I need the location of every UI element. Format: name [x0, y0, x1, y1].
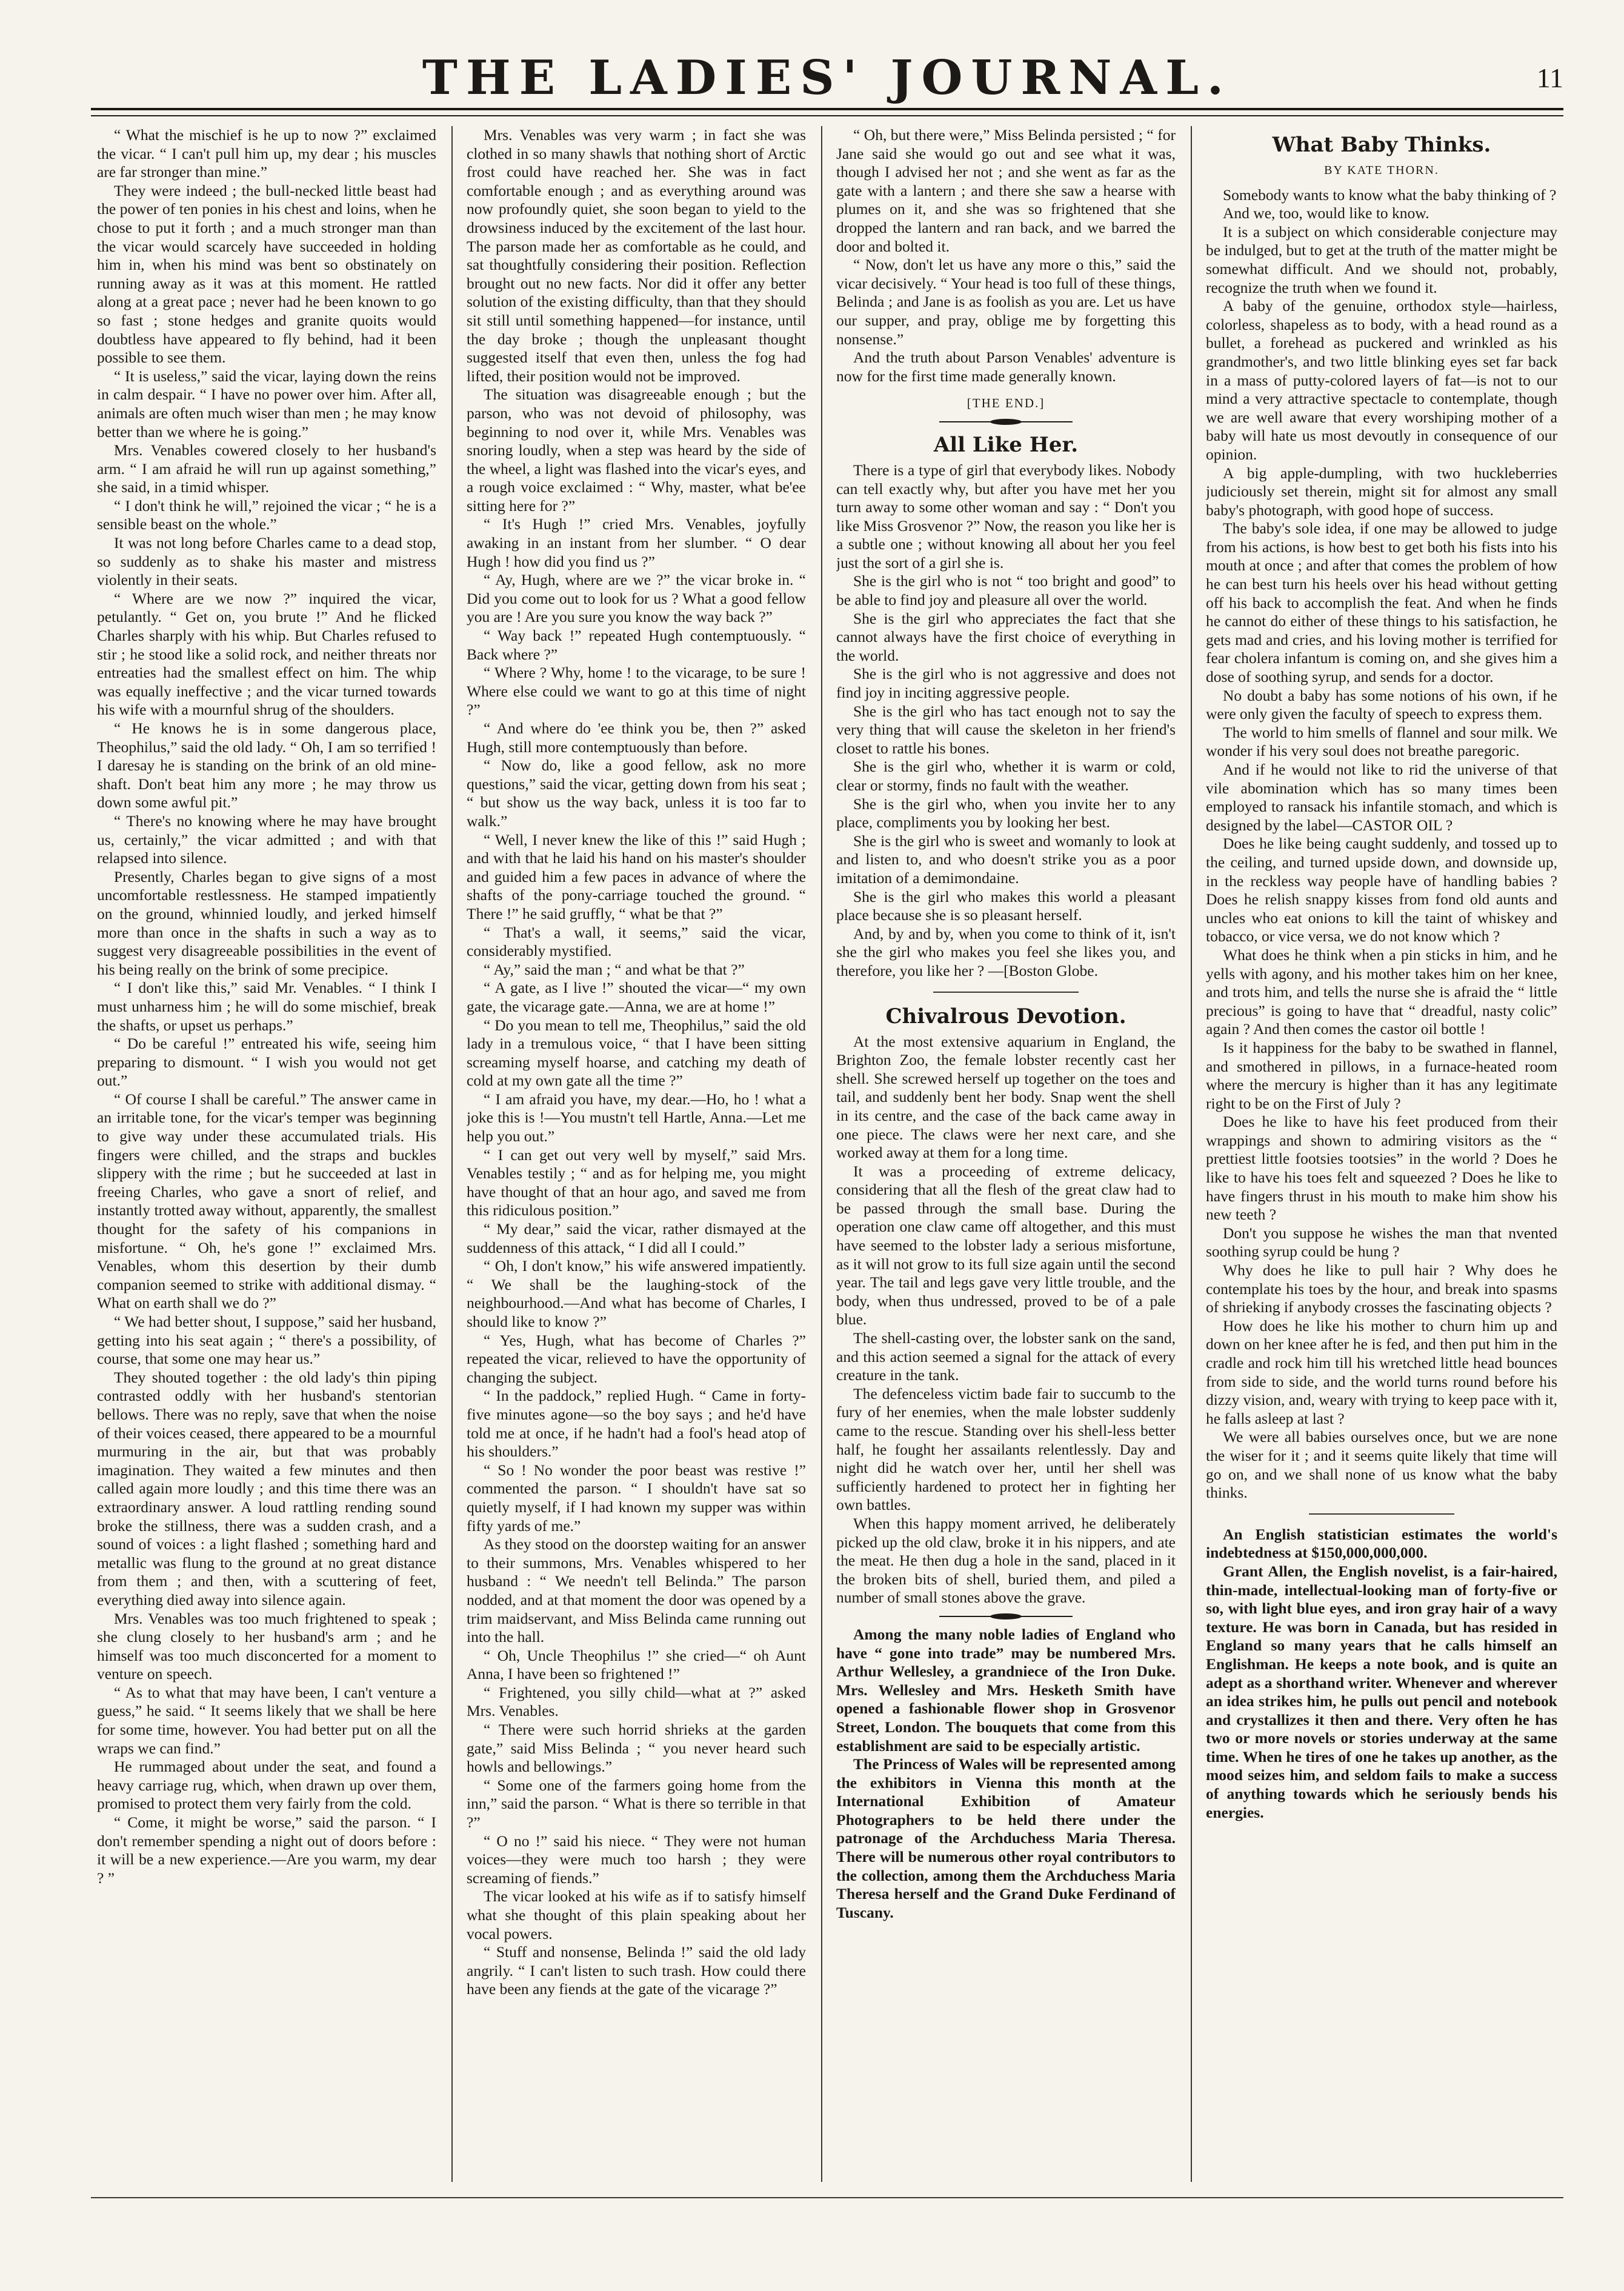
article-paragraph: She is the girl who is not aggressive and does not find joy in inciting aggressive people.: [836, 665, 1176, 702]
column-4: [1206, 126, 1557, 2194]
column-divider: [451, 126, 453, 2182]
story-paragraph: “ He knows he is in some dangerous place, Theophilus,” said the old lady. “ Oh, I am so terrified ! I daresay he is standing on the brink of an old mine-shaft. Don't beat him any more ; he may throw us down some awful pit.”: [97, 719, 436, 812]
column-1: [97, 126, 436, 2194]
story-paragraph: They were indeed ; the bull-necked little beast had the power of ten ponies in his chest and loins, when he chose to put it forth ; and a much stronger man than the vicar would scarcely have succeeded in holding him in, when his mind was bent so obstinately on running away as it was at this moment. He rattled along at a great pace ; never had he been known to go so fast ; stone hedges and granite quoits would doubtless have appeared to fly behind, had it been possible to see them.: [97, 181, 436, 367]
story-paragraph: “ I am afraid you have, my dear.—Ho, ho ! what a joke this is !—You mustn't tell Hartle, Anna.—Let me help you out.”: [467, 1090, 806, 1146]
bottom-rule: [91, 2197, 1563, 2198]
story-paragraph: “ What the mischief is he up to now ?” exclaimed the vicar. “ I can't pull him up, my dear ; his muscles are far stronger than mine.”: [97, 126, 436, 181]
story-conclusion: [836, 126, 1176, 385]
article-paragraph: She is the girl who, whether it is warm or cold, clear or stormy, finds no fault with the weather.: [836, 758, 1176, 794]
article-paragraph: Why does he like to pull hair ? Why does he contemplate his toes by the hour, and break into spasms of shrieking if anybody crosses the fascinating objects ?: [1206, 1261, 1557, 1316]
page-number: 11: [1536, 62, 1563, 93]
article-paragraph: The world to him smells of flannel and sour milk. We wonder if his very soul does not breathe paregoric.: [1206, 723, 1557, 760]
article-all-like-her: [836, 461, 1176, 981]
article-paragraph: It was a proceeding of extreme delicacy, considering that all the flesh of the great claw had to be passed through the small base. During the operation one claw came off altogether, and this must have seemed to the lobster lady a serious misfortune, as it will not grow to its full size again until the second year. The tail and legs gave very little trouble, and the body, when thus undressed, proved to be of a pale blue.: [836, 1162, 1176, 1329]
article-paragraph: She is the girl who, when you invite her to any place, compliments you by looking her best.: [836, 795, 1176, 832]
article-paragraph: We were all babies ourselves once, but we are none the wiser for it ; and it seems quite likely that time will go on, and we shall none of us know what the baby thinks.: [1206, 1428, 1557, 1502]
byline: BY KATE THORN.: [1324, 164, 1439, 177]
story-paragraph: Mrs. Venables was too much frightened to speak ; she clung closely to her husband's arm ; and he himself was too much disconcerted for a moment to venture on speech.: [97, 1609, 436, 1683]
article-paragraph: Is it happiness for the baby to be swathed in flannel, and smothered in pillows, in a furnace-heated room where the mercury is higher than it has any legitimate right to be on the First of July ?: [1206, 1038, 1557, 1112]
story-paragraph: “ Do be careful !” entreated his wife, seeing him preparing to dismount. “ I wish you would not get out.”: [97, 1035, 436, 1090]
story-paragraph: “ O no !” said his niece. “ They were not human voices—they were much too harsh ; they were screaming of fiends.”: [467, 1832, 806, 1887]
story-paragraph: “ It's Hugh !” cried Mrs. Venables, joyfully awaking in an instant from her slumber. “ O dear Hugh ! how did you find us ?”: [467, 515, 806, 570]
story-paragraph: Mrs. Venables cowered closely to her husband's arm. “ I am afraid he will run up against something,” she said, in a timid whisper.: [97, 441, 436, 496]
article-title-what-baby-thinks: What Baby Thinks.: [1272, 133, 1491, 157]
article-paragraph: She is the girl who appreciates the fact that she cannot always have the first choice of everything in the world.: [836, 609, 1176, 664]
article-paragraph: The shell-casting over, the lobster sank on the sand, and this action seemed a signal for the attack of every creature in the tank.: [836, 1329, 1176, 1384]
story-paragraph: “ Oh, I don't know,” his wife answered impatiently. “ We shall be the laughing-stock of the neighbourhood.—And what has become of Charles, I should like to know ?”: [467, 1257, 806, 1330]
story-paragraph: As they stood on the doorstep waiting for an answer to their summons, Mrs. Venables whispered to her husband : “ We needn't tell Belinda.” The parson nodded, and at that moment the door was opened by a trim maidservant, and Miss Belinda came running out into the hall.: [467, 1535, 806, 1646]
article-paragraph: And we, too, would like to know.: [1223, 204, 1429, 222]
article-paragraph: She is the girl who is sweet and womanly to look at and listen to, and who doesn't strike you as a poor imitation of a demimondaine.: [836, 832, 1176, 887]
story-paragraph: The vicar looked at his wife as if to satisfy himself what she thought of this plain speaking about her vocal powers.: [467, 1887, 806, 1943]
story-paragraph: “ Yes, Hugh, what has become of Charles ?” repeated the vicar, relieved to have the opportunity of changing the subject.: [467, 1331, 806, 1386]
article-chivalrous-devotion: [836, 1033, 1176, 1607]
article-paragraph: Somebody wants to know what the baby thinking of ?: [1223, 185, 1557, 204]
column-divider: [1191, 126, 1192, 2182]
story-paragraph: “ There were such horrid shrieks at the garden gate,” said Miss Belinda ; “ you never heard such howls and bellowings.”: [467, 1721, 806, 1776]
story-paragraph: The situation was disagreeable enough ; but the parson, who was not devoid of philosophy, was beginning to nod over it, while Mrs. Venables was snoring loudly, when a step was heard by the side of the wheel, a light was flashed into the vicar's eyes, and a rough voice exclaimed : “ Why, master, what be'ee sitting here for ?”: [467, 385, 806, 515]
story-paragraph: “ I don't like this,” said Mr. Venables. “ I think I must unharness him ; he will do some mischief, break the shafts, or upset us perhaps.”: [97, 979, 436, 1034]
article-paragraph: She is the girl who makes this world a pleasant place because she is so pleasant herself.: [836, 887, 1176, 924]
the-end-marker: [THE END.]: [967, 396, 1045, 411]
story-paragraph: “ That's a wall, it seems,” said the vicar, considerably mystified.: [467, 923, 806, 960]
story-paragraph: “ Come, it might be worse,” said the parson. “ I don't remember spending a night out of doors before : it will be a new experience.—Are you warm, my dear ? ”: [97, 1813, 436, 1887]
article-paragraph: And, by and by, when you come to think of it, isn't she the girl who makes you feel she likes you, and therefore, you like her ? —[Boston Globe.: [836, 924, 1176, 979]
story-paragraph: “ There's no knowing where he may have brought us, certainly,” the vicar admitted ; and with that relapsed into silence.: [97, 812, 436, 867]
masthead: [91, 50, 1563, 105]
story-paragraph: “ Ay,” said the man ; “ and what be that ?”: [484, 960, 745, 978]
article-paragraph: She is the girl who is not “ too bright and good” to be able to find joy and pleasure all over the world.: [836, 572, 1176, 609]
story-paragraph: “ Now do, like a good fellow, ask no more questions,” said the vicar, getting down from his seat ; “ but show us the way back, unless it is too far to walk.”: [467, 756, 806, 830]
story-paragraph: “ Of course I shall be careful.” The answer came in an irritable tone, for the vicar's temper was beginning to give way under these accumulated trials. His fingers were chilled, and the straps and buckles slippery with the rime ; but he succeeded at last in freeing Charles, who gave a snort of relief, and instantly trotted away without, apparently, the smallest thought for the safety of his companions in misfortune. “ Oh, he's gone !” exclaimed Mrs. Venables, whom this desertion by their dumb companion seemed to strike with additional dismay. “ What on earth shall we do ?”: [97, 1090, 436, 1312]
article-paragraph: The baby's sole idea, if one may be allowed to judge from his actions, is how best to get both his fists into his mouth at once ; and after that comes the problem of how he can best turn his heels over his head without getting off his back to accomplish the feat. And when he finds he cannot do either of these things to his satisfaction, he gets mad and cries, and his loving mother is terrified for fear cholera infantum is coming on, and she gives him a dose of soothing syrup, and sends for a doctor.: [1206, 519, 1557, 686]
section-rule: [933, 992, 1079, 993]
story-paragraph: “ Where ? Why, home ! to the vicarage, to be sure ! Where else could we want to go at this time of night ?”: [467, 664, 806, 719]
article-what-baby-thinks: [1206, 186, 1557, 1502]
society-paragraph: The Princess of Wales will be represented among the exhibitors in Vienna this month at the International Exhibition of Amateur Photographers to be held there under the patronage of the Archduchess Maria Theresa. There will be numerous other royal contributors to the collection, among them the Archduchess Maria Theresa herself and the Grand Duke Ferdinand of Tuscany.: [836, 1755, 1176, 1921]
story-paragraph: “ In the paddock,” replied Hugh. “ Came in forty-five minutes agone—so the boy says ; and he'd have told me at once, if he hadn't had a fool's head atop of his shoulders.”: [467, 1387, 806, 1461]
story-paragraph: “ Stuff and nonsense, Belinda !” said the old lady angrily. “ I can't listen to such trash. How could there have been any fiends at the gate of the vicarage ?”: [467, 1943, 806, 1998]
story-paragraph: And the truth about Parson Venables' adventure is now for the first time made generally known.: [836, 348, 1176, 385]
story-paragraph: “ I don't think he will,” rejoined the vicar ; “ he is a sensible beast on the whole.”: [97, 496, 436, 533]
divider-ornament-icon: [939, 1612, 1073, 1621]
article-paragraph: It is a subject on which considerable conjecture may be indulged, but to get at the truth of the matter might be somewhat difficult. And we should not, probably, recognize the truth when we found it.: [1206, 222, 1557, 296]
story-paragraph: “ We had better shout, I suppose,” said her husband, getting into his seat again ; “ there's a possibility, of course, that some one may hear us.”: [97, 1313, 436, 1368]
news-paragraph: An English statistician estimates the world's indebtedness at $150,000,000,000.: [1206, 1525, 1557, 1562]
story-paragraph: “ Some one of the farmers going home from the inn,” said the parson. “ What is there so terrible in that ?”: [467, 1776, 806, 1832]
article-paragraph: Don't you suppose he wishes the man that nvented soothing syrup could be hung ?: [1206, 1224, 1557, 1261]
society-paragraph: Among the many noble ladies of England who have “ gone into trade” may be numbered Mrs. Arthur Wellesley, a grandniece of the Iron Duke. Mrs. Wellesley and Mrs. Hesketh Smith have opened a fashionable flower shop in Grosvenor Street, London. The bouquets that come from this establishment are said to be especially artistic.: [836, 1625, 1176, 1755]
story-paragraph: “ As to what that may have been, I can't venture a guess,” he said. “ It seems likely that we shall be here for some time, however. You had better put on all the wraps we can find.”: [97, 1683, 436, 1757]
story-paragraph: “ My dear,” said the vicar, rather dismayed at the suddenness of this attack, “ I did all I could.”: [467, 1220, 806, 1256]
divider-ornament-icon: [939, 418, 1073, 426]
news-notes: [1206, 1526, 1557, 1822]
article-paragraph: Does he like to have his feet produced from their wrappings and shown to admiring visitors as the “ prettiest little footsies tootsies” in the world ? Does he like to have his toes felt and squeezed ? Does he like to have fingers thrust in his mouth to make him show his new teeth ?: [1206, 1113, 1557, 1224]
column-3: [836, 126, 1176, 2194]
masthead-rule: [91, 108, 1563, 116]
story-paragraph: “ Oh, but there were,” Miss Belinda persisted ; “ for Jane said she would go out and see what it was, though I advised her not ; and she went as far as the gate with a lantern ; and there she saw a hearse with plumes on it, and she was so frightened that she dropped the lantern and ran back, and we barred the door and bolted it.: [836, 126, 1176, 255]
story-paragraph: “ Do you mean to tell me, Theophilus,” said the old lady in a tremulous voice, “ that I have been sitting screaming myself hoarse, and catching my death of cold at my own gate all the time ?”: [467, 1016, 806, 1090]
story-paragraph: “ Where are we now ?” inquired the vicar, petulantly. “ Get on, you brute !” And he flicked Charles sharply with his whip. But Charles refused to stir ; he stood like a solid rock, and neither threats nor entreaties had the smallest effect on him. The whip was equally ineffective ; and the vicar turned towards his wife with a mournful shrug of the shoulders.: [97, 589, 436, 719]
story-paragraph: “ A gate, as I live !” shouted the vicar—“ my own gate, the vicarage gate.—Anna, we are at home !”: [467, 979, 806, 1015]
article-paragraph: No doubt a baby has some notions of his own, if he were only given the faculty of speech to express them.: [1206, 686, 1557, 723]
story-paragraph: Presently, Charles began to give signs of a most uncomfortable restlessness. He stamped impatiently on the ground, whinnied loudly, and jerked himself more than once in the shafts in such a way as to suggest very disagreeable possibilities in the event of his being really on the brink of some precipice.: [97, 867, 436, 978]
story-paragraph: “ Way back !” repeated Hugh contemptuously. “ Back where ?”: [467, 627, 806, 663]
story-paragraph: They shouted together : the old lady's thin piping contrasted oddly with her husband's stentorian bellows. There was no reply, save that when the noise of their voices ceased, there appeared to be a mournful murmuring in the air, but that was probably imagination. They waited a few minutes and then called again more loudly ; and this time there was an extraordinary answer. A loud rattling rending sound broke the stillness, there was a sudden crash, and a sound of voices : a light flashed ; something hard and metallic was flung to the ground at no great distance from them ; and then, with a scuttering of feet, everything died away into silence again.: [97, 1368, 436, 1609]
story-paragraph: “ So ! No wonder the poor beast was restive !” commented the parson. “ I shouldn't have sat so quietly myself, if I had known my supper was within fifty yards of me.”: [467, 1461, 806, 1535]
society-notes: [836, 1626, 1176, 1923]
story-paragraph: “ I can get out very well by myself,” said Mrs. Venables testily ; “ and as for helping me, you might have thought of that an hour ago, and saved me from this ridiculous position.”: [467, 1146, 806, 1219]
news-paragraph: Grant Allen, the English novelist, is a fair-haired, thin-made, intellectual-looking man of forty-five or so, with light blue eyes, and iron gray hair of a wavy texture. He was born in Canada, but has resided in England so many years that he calls himself an Englishman. He keeps a note book, and is quite an adept as a shorthand writer. Whenever and wherever an idea strikes him, he pulls out pencil and notebook and crystallizes it then and there. Very often he has two or more novels or stories underway at the same time. When he tires of one he takes up another, as the mood seizes him, and seldom fails to make a success of anything towards which he seriously bends his energies.: [1206, 1562, 1557, 1821]
article-paragraph: And if he would not like to rid the universe of that vile abomination which has so many times been employed to ransack his infantile stomach, and which is designed by the label—CASTOR OIL ?: [1206, 761, 1557, 834]
column-divider: [821, 126, 822, 2182]
article-paragraph: A baby of the genuine, orthodox style—hairless, colorless, shapeless as to body, with a head round as a bullet, a forehead as puckered and wrinkled as his grandmother's, and two little blinking eyes set far back in a mass of putty-colored layers of fat—is not to our mind a very attractive spectacle to contemplate, though we are well aware that every worshiping mother of a baby will hate us most devoutly in consequence of our opinion.: [1206, 297, 1557, 463]
story-paragraph: “ Now, don't let us have any more o this,” said the vicar decisively. “ Your head is too full of these things, Belinda ; and Jane is as foolish as you are. Let us have our supper, and pray, oblige me by forgetting this nonsense.”: [836, 256, 1176, 348]
story-paragraph: “ Well, I never knew the like of this !” said Hugh ; and with that he laid his hand on his master's shoulder and guided him a few paces in advance of where the shafts of the pony-carriage touched the ground. “ There !” he said gruffly, “ what be that ?”: [467, 830, 806, 922]
article-paragraph: When this happy moment arrived, he deliberately picked up the old claw, broke it in his nippers, and ate the meat. He then dug a hole in the sand, placed in it the broken bits of shell, buried them, and piled a number of small stones above the grave.: [836, 1514, 1176, 1607]
article-paragraph: The defenceless victim bade fair to succumb to the fury of her enemies, when the male lobster suddenly came to the rescue. Standing over his shell-less better half, he fought her assailants relentlessly. Day and night did he watch over her, until her shell was sufficiently hardened to protect her in fighting her own battles.: [836, 1384, 1176, 1514]
story-paragraph: “ Ay, Hugh, where are we ?” the vicar broke in. “ Did you come out to look for us ? What a good fellow you are ! Are you sure you know the way back ?”: [467, 571, 806, 626]
article-paragraph: What does he think when a pin sticks in him, and he yells with agony, and his mother takes him on her knee, and trots him, and tells the nurse she is afraid the “ little precious” is going to have that “ dreadful, nasty colic” again ? And then comes the castor oil bottle !: [1206, 945, 1557, 1038]
column-2: [467, 126, 806, 2194]
section-rule: [1309, 1513, 1454, 1515]
story-paragraph: Mrs. Venables was very warm ; in fact she was clothed in so many shawls that nothing short of Arctic frost could have reached her. She was in fact comfortable enough ; and as everything around was now profoundly quiet, she soon began to yield to the drowsiness induced by the excitement of the last hour. The parson made her as comfortable as he could, and sat thoughtfully considering their position. Reflection brought out no new facts. Nor did it offer any better solution of the existing difficulty, than that they should sit still until something happened—for instance, until the day broke ; though the unpleasant thought suggested itself that even then, unless the fog had lifted, their position would not be improved.: [467, 126, 806, 385]
story-paragraph: He rummaged about under the seat, and found a heavy carriage rug, which, when drawn up over them, promised to protect them very fairly from the cold.: [97, 1758, 436, 1813]
article-paragraph: A big apple-dumpling, with two huckleberries judiciously set therein, might sit for almost any small baby's photograph, with good hope of success.: [1206, 464, 1557, 519]
story-paragraph: “ Frightened, you silly child—what at ?” asked Mrs. Venables.: [467, 1683, 806, 1720]
story-paragraph: “ It is useless,” said the vicar, laying down the reins in calm despair. “ I have no power over him. After all, animals are often much wiser than men ; he may know better than we where he is going.”: [97, 367, 436, 441]
article-title-chivalrous-devotion: Chivalrous Devotion.: [885, 1004, 1126, 1029]
article-paragraph: How does he like his mother to churn him up and down on her knee after he is fed, and then put him in the cradle and rock him till his wretched little head bounces from side to side, and the world turns round before his dizzy vision, and, weary with trying to keep pace with it, he falls asleep at last ?: [1206, 1316, 1557, 1427]
article-paragraph: At the most extensive aquarium in England, the Brighton Zoo, the female lobster recently cast her shell. She screwed herself up together on the toes and tail, and suddenly bent her body. Snap went the shell in its centre, and the case of the back came away in one piece. The claws were her next care, and she worked away at them for a long time.: [836, 1032, 1176, 1162]
article-paragraph: Does he like being caught suddenly, and tossed up to the ceiling, and turned upside down, and downside up, in the reckless way people have of handling babies ? Does he relish snappy kisses from fond old aunts and uncles who eat onions to kill the taint of whiskey and tobacco, or vice versa, we do not know which ?: [1206, 835, 1557, 945]
journal-title: THE LADIES' JOURNAL.: [422, 50, 1233, 105]
article-title-all-like-her: All Like Her.: [933, 432, 1079, 457]
article-paragraph: There is a type of girl that everybody likes. Nobody can tell exactly why, but after you have met her you turn away to some other woman and say : “ Don't you like Miss Grosvenor ?” Now, the reason you like her is a subtle one ; without knowing all about her you feel just the sort of a girl she is.: [836, 461, 1176, 572]
story-paragraph: “ And where do 'ee think you be, then ?” asked Hugh, still more contemptuously than before.: [467, 719, 806, 756]
story-paragraph: “ Oh, Uncle Theophilus !” she cried—“ oh Aunt Anna, I have been so frightened !”: [467, 1646, 806, 1683]
story-paragraph: It was not long before Charles came to a dead stop, so suddenly as to shake his master and mistress violently in their seats.: [97, 534, 436, 589]
article-paragraph: She is the girl who has tact enough not to say the very thing that will cause the skeleton in her friend's closet to rattle his bones.: [836, 702, 1176, 757]
